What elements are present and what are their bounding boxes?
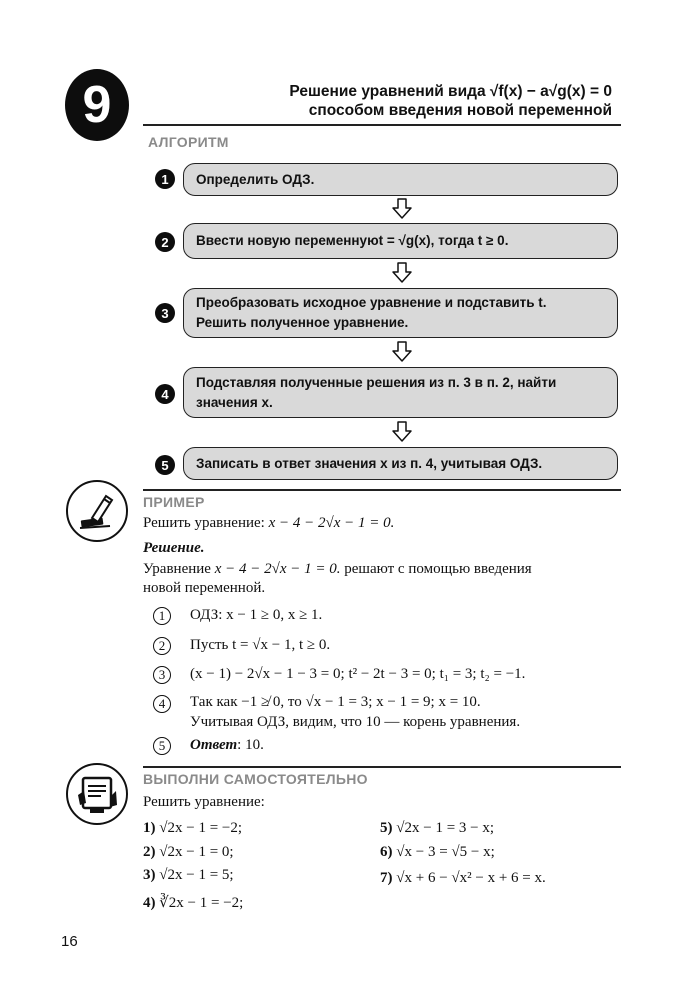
example-step-number: 4 [153, 695, 171, 713]
homework-item [380, 870, 546, 887]
example-label: ПРИМЕР [143, 494, 205, 510]
homework-item-text: √2x − 1 = 5; [159, 867, 234, 883]
example-intro-line1 [143, 561, 532, 578]
example-step-1: ОДЗ: x − 1 ≥ 0, x ≥ 1. [190, 607, 323, 623]
example-step-4-line1: Так как −1 ≱ 0, то √x − 1 = 3; x − 1 = 9; x = 10. [190, 694, 481, 710]
example-step-number: 3 [153, 666, 171, 684]
homework-item-number: 3) [143, 867, 156, 883]
homework-item [380, 820, 494, 837]
down-arrow-icon [391, 262, 413, 284]
chapter-title-text: Решение уравнений вида [289, 83, 490, 100]
homework-item-number: 6) [380, 844, 393, 860]
example-step-3: (x − 1) − 2√x − 1 − 3 = 0; t² − 2t − 3 = 0; t₁ = 3; t₂ = −1. [190, 666, 526, 682]
example-step-5 [190, 737, 264, 754]
homework-item-text: ∛2x − 1 = −2; [159, 895, 244, 911]
chapter-title-line1 [289, 83, 612, 101]
algorithm-step-number: 2 [155, 232, 175, 252]
homework-item [143, 867, 234, 884]
homework-item [143, 893, 243, 912]
homework-rule [143, 766, 621, 768]
homework-item-number: 2) [143, 844, 156, 860]
example-step-number: 5 [153, 737, 171, 755]
homework-item-number: 1) [143, 820, 156, 836]
homework-item-text: √2x − 1 = 3 − x; [396, 820, 495, 836]
example-step-4-line2: Учитывая ОДЗ, видим, что 10 — корень уравнения. [190, 714, 521, 730]
example-step-2: Пусть t = √x − 1, t ≥ 0. [190, 637, 331, 653]
algorithm-step-text: значения x. [196, 394, 273, 410]
down-arrow-icon [391, 198, 413, 220]
algorithm-step-3 [183, 288, 618, 338]
chapter-title-formula: √f(x) − a√g(x) = 0 [489, 83, 612, 100]
example-task-text: Решить уравнение: [143, 515, 269, 531]
example-intro-formula: x − 4 − 2√x − 1 = 0. [214, 561, 341, 577]
example-step-number: 1 [153, 607, 171, 625]
homework-item-text: √x − 3 = √5 − x; [396, 844, 495, 860]
algorithm-step-formula: t = √g(x) [378, 233, 431, 248]
answer-value: : 10. [237, 737, 264, 753]
algorithm-step-2 [183, 223, 618, 259]
algorithm-step-text: , тогда t ≥ 0. [430, 233, 509, 248]
algorithm-step-number: 1 [155, 169, 175, 189]
example-intro-text: Уравнение [143, 561, 215, 577]
pencil-icon [66, 480, 128, 542]
solution-label: Решение. [143, 540, 205, 556]
down-arrow-icon [391, 421, 413, 443]
homework-item-text: √2x − 1 = 0; [159, 844, 234, 860]
homework-task: Решить уравнение: [143, 794, 265, 810]
algorithm-step-number: 5 [155, 455, 175, 475]
algorithm-step-text: Решить полученное уравнение. [196, 315, 409, 330]
homework-item-number: 7) [380, 870, 393, 886]
homework-item-text: √x + 6 − √x² − x + 6 = x. [396, 870, 546, 886]
algorithm-step-text: Преобразовать исходное уравнение и подставить t. [196, 295, 547, 310]
example-intro-text: решают с помощью введения [340, 561, 532, 577]
chapter-number: 9 [82, 76, 112, 134]
example-intro-line2: новой переменной. [143, 580, 266, 596]
homework-item [143, 844, 234, 861]
down-arrow-icon [391, 341, 413, 363]
algorithm-step-text: Определить ОДЗ. [196, 171, 315, 187]
chapter-title-line2: способом введения новой переменной [308, 102, 612, 119]
chapter-number-badge [65, 69, 129, 141]
algorithm-step-text: Ввести новую переменную [196, 233, 379, 248]
algorithm-step-number: 3 [155, 303, 175, 323]
answer-label: Ответ [190, 737, 238, 753]
algorithm-step-text: Записать в ответ значения x из п. 4, учитывая ОДЗ. [196, 455, 543, 471]
homework-item [380, 844, 495, 861]
example-task-formula: x − 4 − 2√x − 1 = 0. [268, 515, 395, 531]
tablet-writing-icon [66, 763, 128, 825]
homework-item-number: 4) [143, 895, 156, 911]
algorithm-step-4 [183, 367, 618, 418]
example-rule [143, 489, 621, 491]
example-task [143, 515, 394, 532]
homework-item-text: √2x − 1 = −2; [159, 820, 243, 836]
algorithm-step-1 [183, 163, 618, 196]
algorithm-label: АЛГОРИТМ [148, 134, 229, 150]
example-step-number: 2 [153, 637, 171, 655]
homework-label: ВЫПОЛНИ САМОСТОЯТЕЛЬНО [143, 771, 368, 787]
homework-item-number: 5) [380, 820, 393, 836]
algorithm-step-number: 4 [155, 384, 175, 404]
title-rule [143, 124, 621, 126]
algorithm-step-text: Подставляя полученные решения из п. 3 в п. 2, найти [196, 374, 557, 390]
page-number: 16 [61, 933, 78, 950]
homework-item [143, 820, 242, 837]
algorithm-step-5 [183, 447, 618, 480]
